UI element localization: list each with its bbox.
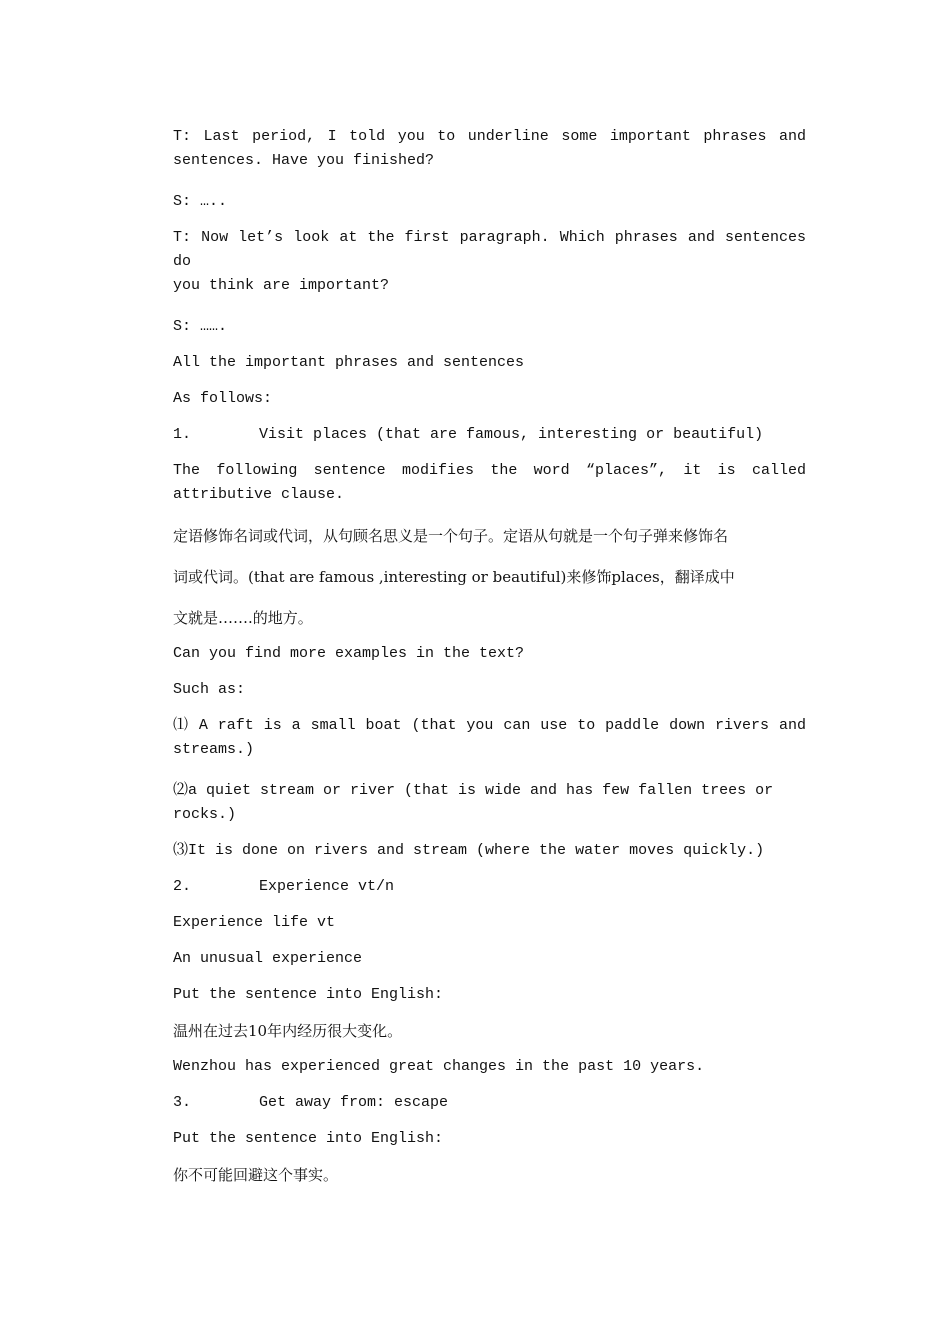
item-1-example-3: ⑶It is done on rivers and stream (where the water moves quickly.) (173, 842, 765, 859)
dialogue-teacher-line-2: T: Now let’s look at the first paragraph. Which phrases and sentences do (173, 229, 806, 270)
dialogue-teacher-line-2-continued: you think are important? (173, 277, 390, 294)
dialogue-student-line-1: S: ….. (173, 193, 228, 210)
item-1-explanation-line-1: The following sentence modifies the word “places”, it is called (173, 462, 806, 479)
item-3-chinese-sentence: 你不可能回避这个事实。 (173, 1166, 339, 1184)
item-3-number: 3. (173, 1094, 192, 1111)
item-1-question: Can you find more examples in the text? (173, 645, 525, 662)
item-1-chinese-line-1: 定语修饰名词或代词，从句顾名思义是一个句子。定语从句就是一个句子弹来修饰名 (173, 527, 729, 545)
summary-line-1: All the important phrases and sentences (173, 354, 525, 371)
item-2-line-1: Experience life vt (173, 914, 336, 931)
item-1-explanation-line-2: attributive clause. (173, 486, 345, 503)
item-3-title: Get away from: escape (259, 1094, 449, 1111)
item-2-chinese-sentence: 温州在过去10年内经历很大变化。 (173, 1022, 403, 1040)
document-body (173, 125, 806, 1187)
item-2-line-3: Put the sentence into English: (173, 986, 444, 1003)
item-1-example-1-continued: streams.) (173, 741, 255, 758)
item-1-title: Visit places (that are famous, interesting or beautiful) (259, 426, 764, 443)
item-1-chinese-line-3: 文就是…….的地方。 (173, 609, 313, 627)
dialogue-teacher-line-1: T: Last period, I told you to underline some important phrases and (173, 128, 806, 145)
item-1-example-1: ⑴ A raft is a small boat (that you can use to paddle down rivers and (173, 717, 806, 734)
dialogue-teacher-line-1-continued: sentences. Have you finished? (173, 152, 435, 169)
item-2-english-sentence: Wenzhou has experienced great changes in the past 10 years. (173, 1058, 705, 1075)
item-2-line-2: An unusual experience (173, 950, 363, 967)
item-1-number: 1. (173, 426, 192, 443)
item-1-chinese-line-2: 词或代词。(that are famous ,interesting or beautiful)来修饰places，翻译成中 (173, 568, 735, 586)
item-3-heading (173, 1091, 806, 1115)
item-2-title: Experience vt/n (259, 878, 395, 895)
summary-line-2: As follows: (173, 390, 273, 407)
item-2-heading (173, 875, 806, 899)
dialogue-student-line-2: S: ……. (173, 318, 228, 335)
item-3-line-1: Put the sentence into English: (173, 1130, 444, 1147)
item-1-such-as: Such as: (173, 681, 246, 698)
item-2-number: 2. (173, 878, 192, 895)
item-1-heading (173, 423, 806, 447)
item-1-example-2: ⑵a quiet stream or river (that is wide and has few fallen trees or rocks.) (173, 782, 783, 823)
